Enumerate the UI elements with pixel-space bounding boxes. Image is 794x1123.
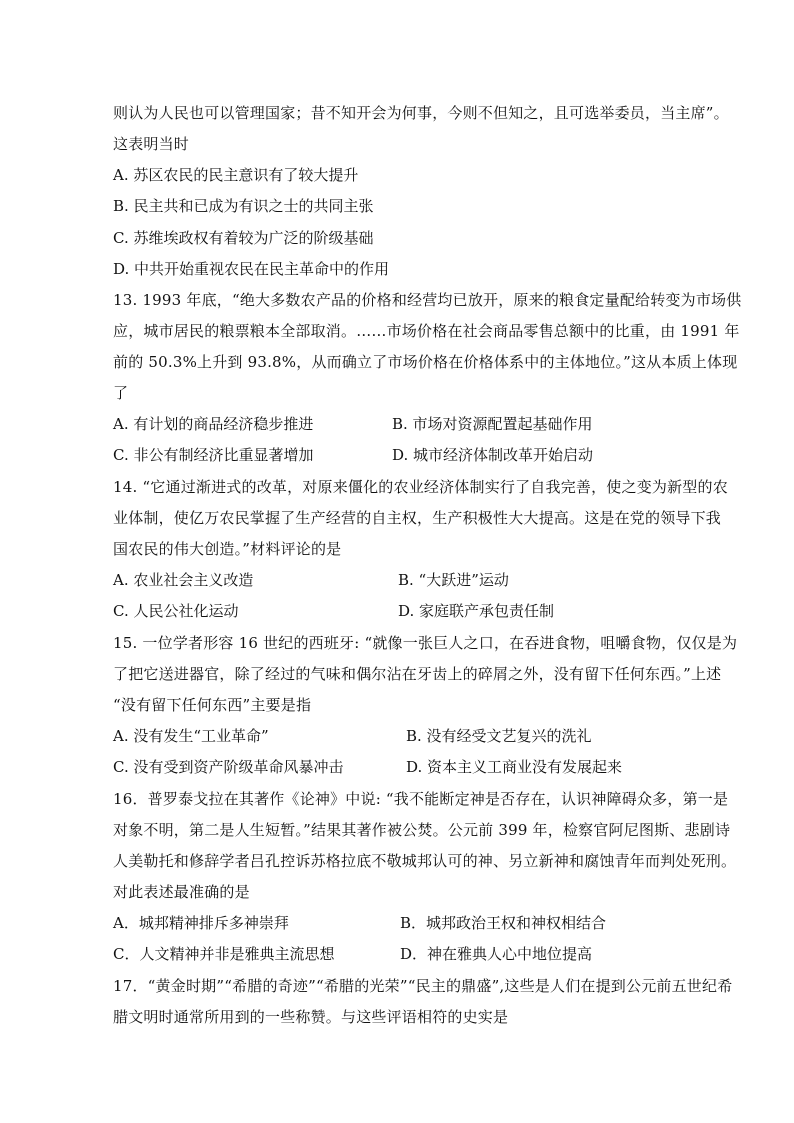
q14-option-b: B. “大跃进”运动 — [398, 571, 509, 589]
q15-text-line-1: 15. 一位学者形容 16 世纪的西班牙: “就像一张巨人之口，在吞进食物，咀嚼食物，仅仅是为 — [113, 634, 738, 652]
q12-option-c: C. 苏维埃政权有着较为广泛的阶级基础 — [113, 229, 374, 247]
q14-option-a: A. 农业社会主义改造 — [113, 571, 254, 589]
q12-text-line-2: 这表明当时 — [113, 135, 190, 153]
q14-text-line-2: 业体制，使亿万农民掌握了生产经营的自主权，生产积极性大大提高。这是在党的领导下我 — [113, 509, 722, 527]
q13-text-line-4: 了 — [113, 384, 129, 402]
q15-text-line-2: 了把它送进器官，除了经过的气味和偶尔沾在牙齿上的碎屑之外，没有留下任何东西。”上述 — [113, 665, 722, 683]
q12-text-line-1: 则认为人民也可以管理国家；昔不知开会为何事，今则不但知之，且可选举委员，当主席”。 — [113, 104, 729, 122]
q13-option-c: C. 非公有制经济比重显著增加 — [113, 446, 314, 464]
q13-text-line-3: 前的 50.3%上升到 93.8%，从而确立了市场价格在价格体系中的主体地位。”这从本质上体现 — [113, 353, 738, 371]
q16-text-line-3: 人美勒托和修辞学者吕孔控诉苏格拉底不敬城邦认可的神、另立新神和腐蚀青年而判处死刑。 — [113, 852, 737, 870]
q15-option-d: D. 资本主义工商业没有发展起来 — [406, 758, 623, 776]
q16-text-line-1: 16．普罗泰戈拉在其著作《论神》中说: “我不能断定神是否存在，认识神障碍众多，第一是 — [113, 790, 729, 808]
q14-text-line-3: 国农民的伟大创造。”材料评论的是 — [113, 540, 342, 558]
q16-text-line-2: 对象不明，第二是人生短暂。”结果其著作被公焚。公元前 399 年，检察官阿尼图斯、悲剧诗 — [113, 821, 731, 839]
q13-text-line-1: 13. 1993 年底，“绝大多数农产品的价格和经营均已放开，原来的粮食定量配给转变为市场供 — [113, 291, 742, 309]
q12-option-b: B. 民主共和已成为有识之士的共同主张 — [113, 197, 374, 215]
q14-text-line-1: 14. “它通过渐进式的改革，对原来僵化的农业经济体制实行了自我完善，使之变为新型的农 — [113, 478, 728, 496]
q16-option-b: B．城邦政治王权和神权相结合 — [400, 914, 607, 932]
q15-option-c: C. 没有受到资产阶级革命风暴冲击 — [113, 758, 344, 776]
q17-text-line-1: 17．“黄金时期”“希腊的奇迹”“希腊的光荣”“民主的鼎盛”,这些是人们在提到公元前五世纪希 — [113, 977, 733, 995]
q13-text-line-2: 应，城市居民的粮票粮本全部取消。……市场价格在社会商品零售总额中的比重，由 1991 年 — [113, 322, 740, 340]
q17-text-line-2: 腊文明时通常所用到的一些称赞。与这些评语相符的史实是 — [113, 1008, 509, 1026]
q16-text-line-4: 对此表述最准确的是 — [113, 883, 250, 901]
q14-option-d: D. 家庭联产承包责任制 — [398, 602, 555, 620]
q16-option-c: C．人文精神并非是雅典主流思想 — [113, 945, 335, 963]
q13-option-b: B. 市场对资源配置起基础作用 — [392, 415, 593, 433]
q12-option-a: A. 苏区农民的民主意识有了较大提升 — [113, 166, 359, 184]
q16-option-a: A．城邦精神排斥多神崇拜 — [113, 914, 289, 932]
q15-text-line-3: “没有留下任何东西”主要是指 — [113, 696, 312, 714]
q14-option-c: C. 人民公社化运动 — [113, 602, 239, 620]
q13-option-a: A. 有计划的商品经济稳步推进 — [113, 415, 314, 433]
q16-option-d: D．神在雅典人心中地位提高 — [400, 945, 593, 963]
q15-option-b: B. 没有经受文艺复兴的洗礼 — [406, 727, 592, 745]
q15-option-a: A. 没有发生“工业革命” — [113, 727, 269, 745]
q12-option-d: D. 中共开始重视农民在民主革命中的作用 — [113, 260, 390, 278]
q13-option-d: D. 城市经济体制改革开始启动 — [392, 446, 594, 464]
